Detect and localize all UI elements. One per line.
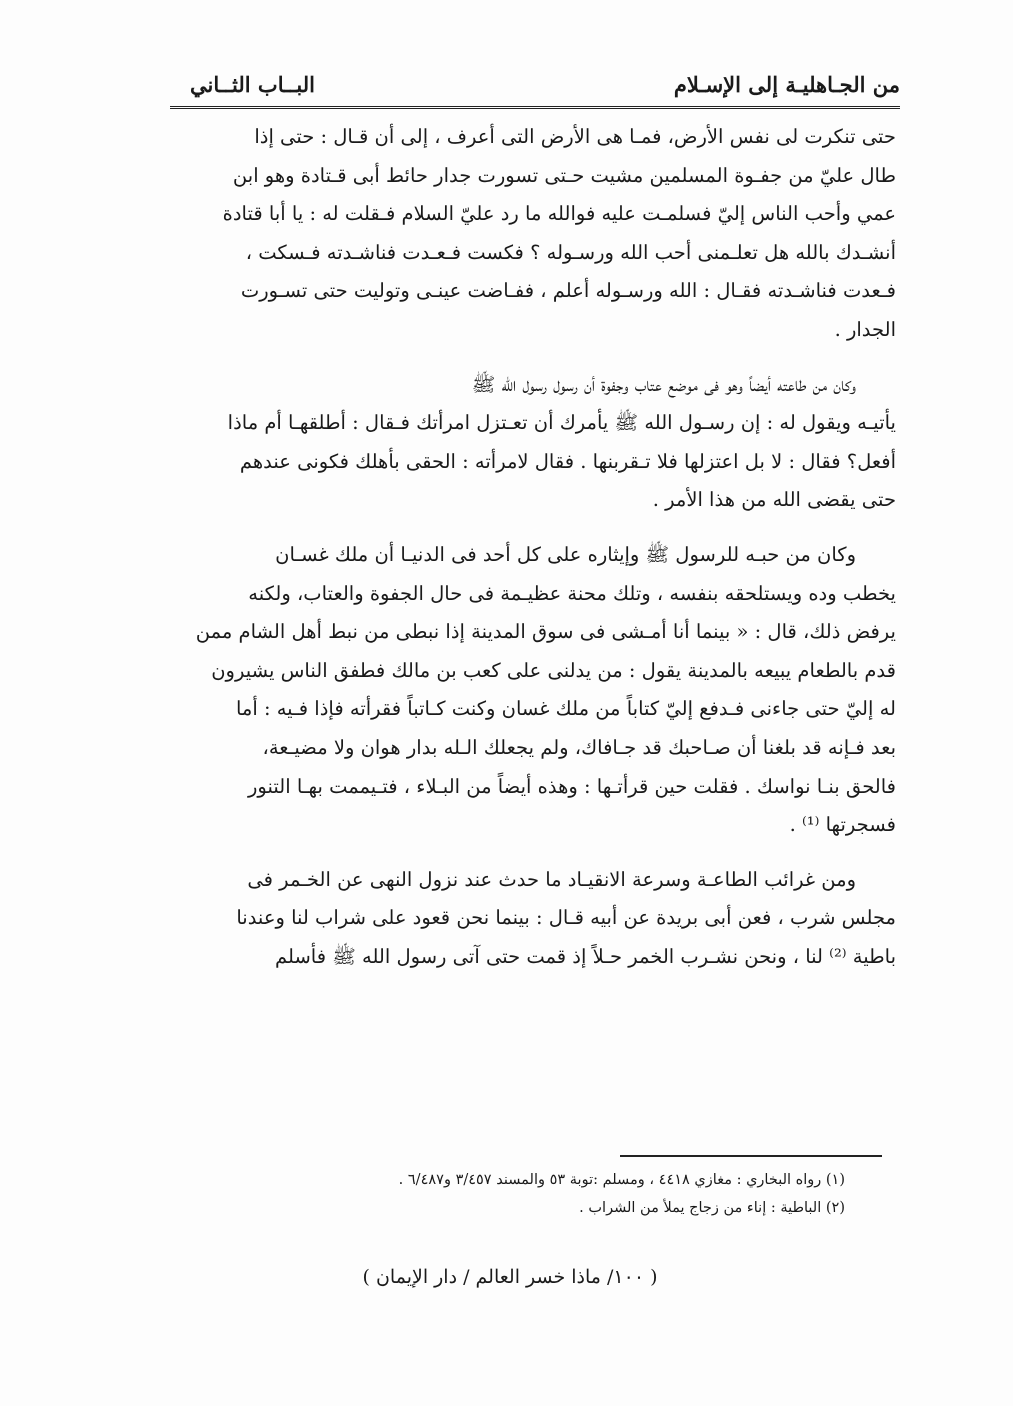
text-line: طال عليّ من جفـوة المسلمين مشيت حـتى تسورت جدار حائط أبى قـتادة وهو ابن — [232, 163, 896, 187]
text-line: يخطب وده ويستلحقه بنفسه ، وتلك محنة عظيـمة فى حال الجفوة والعتاب، ولكنه — [248, 581, 896, 605]
text-line: فـعدت فناشـدته فقـال : الله ورسـوله أعلم ، ففـاضت عينـى وتوليت حتى تسـورت — [240, 279, 896, 303]
text-line: وكان من حبـه للرسول ﷺ وإيثاره على كل أحد فى الدنيـا أن ملك غسـان — [275, 542, 856, 566]
chapter-title: البــاب الثــاني — [190, 72, 315, 97]
text-line: له إليّ حتى جاءنى فـدفع إليّ كتاباً من ملك غسان وكنت كـاتباً فقرأته فإذا فـيه : أما — [235, 697, 896, 721]
text-line: قدم بالطعام يبيعه بالمدينة يقول : من يدلنى على كعب بن مالك فطفق الناس يشيرون — [211, 658, 896, 682]
text-line: مجلس شرب ، فعن أبى بريدة عن أبيه قـال : بينما نحن قعود على شراب لنا وعندنا — [236, 906, 896, 930]
text-line: فسجرتها ⁽¹⁾ . — [789, 813, 896, 837]
text-line: حتى يقضى الله من هذا الأمر . — [652, 488, 896, 512]
text-line: عمي وأحب الناس إليّ فسلمـت عليه فوالله ما رد عليّ السلام فـقلت له : يا أبا قتادة — [222, 202, 896, 226]
text-line: بعد فـإنه قد بلغنا أن صـاحبك قد جـافاك، ولم يجعلك الـله بدار هوان ولا مضيـعة، — [262, 735, 896, 759]
paragraph-2 — [178, 366, 896, 520]
text-line: يرفض ذلك، قال : « بينما أنا أمـشى فى سوق المدينة إذا نبطى من نبط أهل الشام ممن — [195, 620, 896, 644]
main-text — [178, 118, 896, 976]
text-line: أفعل؟ فقال : لا بل اعتزلها فلا تـقربنها . فقال لامرأته : الحقى بأهلك فكونى عندهم — [239, 449, 896, 473]
text-line: الجدار . — [834, 317, 896, 341]
footnote-1: (١) رواه البخاري : مغازي ٤٤١٨ ، ومسلم :توبة ٥٣ والمسند ٣/٤٥٧ و٦/٤٨٧ . — [398, 1172, 845, 1188]
text-line: ومن غرائب الطاعـة وسرعة الانقيـاد ما حدث عند نزول النهى عن الخـمر فى — [247, 867, 856, 891]
text-line: باطية ⁽²⁾ لنا ، ونحن نشـرب الخمر حـلاً إذ قمت حتى آتى رسول الله ﷺ فأسلم — [275, 944, 896, 968]
text-line: أنشـدك بالله هل تعلـمنى أحب الله ورسـوله ؟ فكست فـعـدت فناشـدته فـسكت ، — [245, 240, 896, 264]
paragraph-4 — [178, 861, 896, 977]
footnotes — [300, 1166, 845, 1222]
book-part-title: من الجـاهليـة إلى الإسـلام — [673, 72, 900, 97]
text-line: فالحق بنـا نواسك . فقلت حين قرأتـها : وهذه أيضاً من البـلاء ، فتـيممت بهـا التنور — [248, 774, 896, 798]
paragraph-3 — [178, 536, 896, 845]
text-line: يأتيـه ويقول له : إن رسـول الله ﷺ يأمرك أن تعـتزل امرأتك فـقال : أطلقهـا أم ماذا — [227, 411, 896, 435]
text-line: حتى تنكرت لى نفس الأرض، فمـا هى الأرض التى أعرف ، إلى أن قـال : حتى إذا — [254, 125, 896, 148]
footnote-divider — [620, 1155, 882, 1157]
footnote-2: (٢) الباطية : إناء من زجاج يملأ من الشراب . — [579, 1200, 845, 1216]
paragraph-1 — [178, 118, 896, 350]
running-header — [170, 66, 900, 109]
text-line: وكان من طاعته أيضاً وهو فى موضع عتاب وجفوة أن رسول رسول الله ﷺ — [471, 372, 856, 396]
page-footer: ( ١٠٠/ ماذا خسر العالم / دار الإيمان ) — [362, 1266, 658, 1288]
